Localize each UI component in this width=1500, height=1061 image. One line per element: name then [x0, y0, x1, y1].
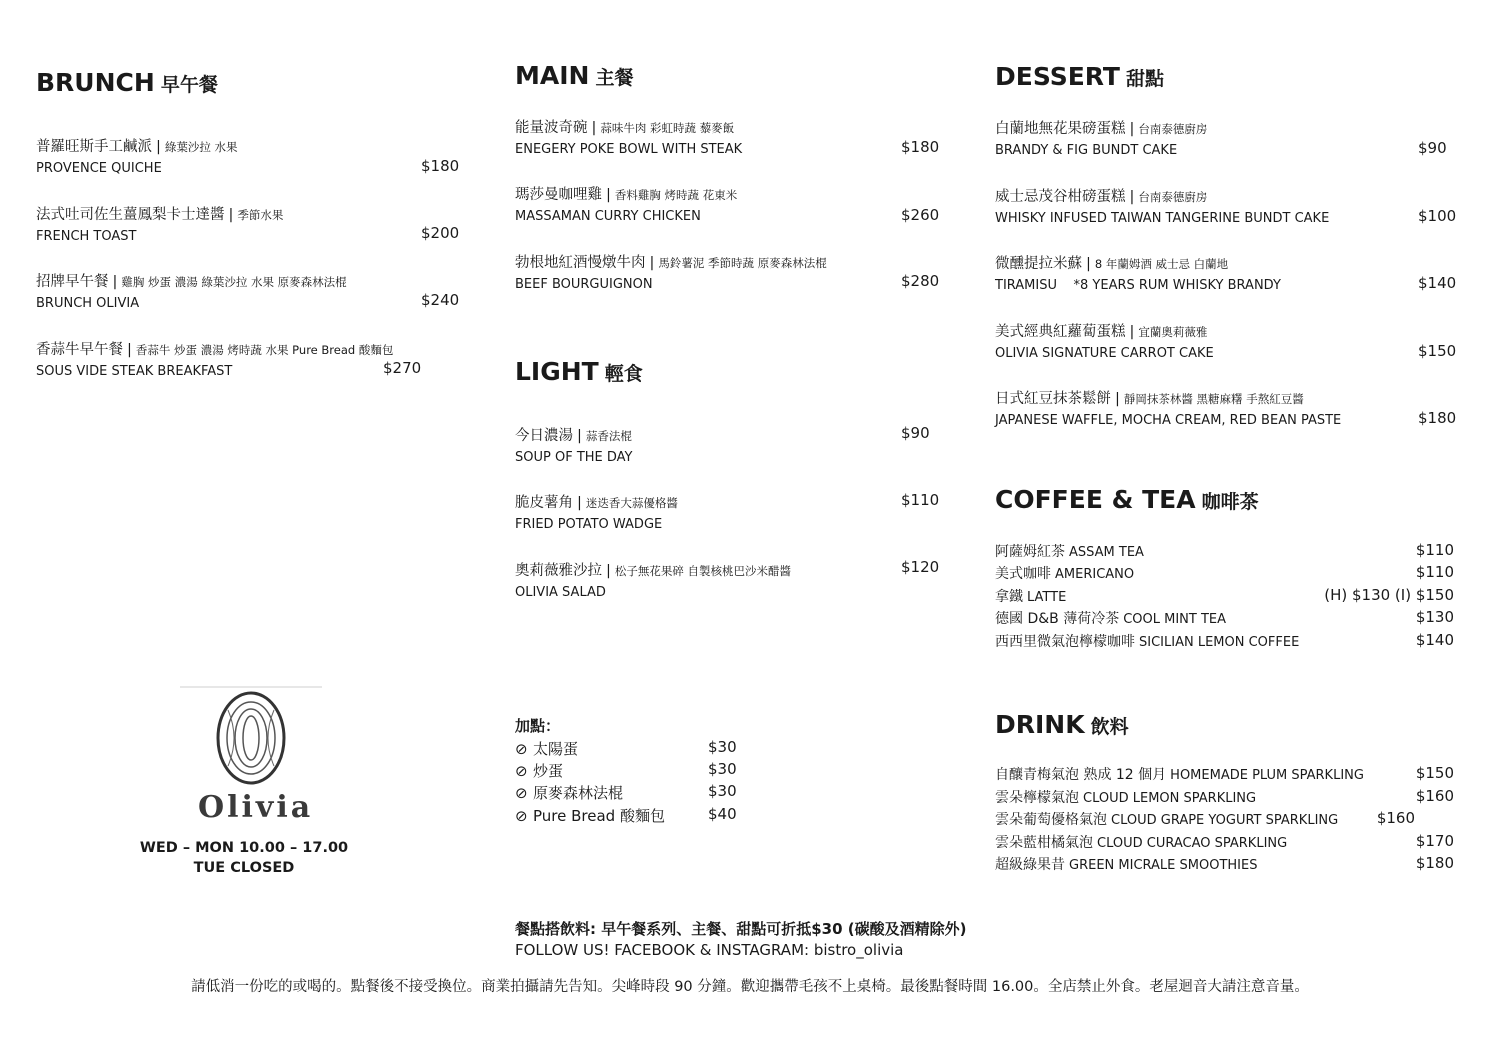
leaf-icon: ⊘: [515, 784, 528, 802]
item-price: (H) $130 (I) $150: [1324, 586, 1454, 604]
drink-line: [995, 608, 1226, 628]
item-name-en: BRANDY & FIG BUNDT CAKE: [995, 143, 1178, 158]
brunch-title: BRUNCH: [36, 68, 155, 97]
addon-price: $30: [708, 738, 737, 756]
menu-item: 微醺提拉米蘇 | 8 年蘭姆酒 威士忌 白蘭地 TIRAMISU *8 YEARS RUM WHISKY BRANDY: [995, 252, 1415, 293]
item-name-en: GREEN MICRALE SMOOTHIES: [1069, 858, 1258, 873]
item-name-en: OLIVIA SIGNATURE CARROT CAKE: [995, 346, 1214, 361]
menu-item: 今日濃湯 | 蒜香法棍 SOUP OF THE DAY: [515, 424, 935, 465]
item-name-en: BEEF BOURGUIGNON: [515, 277, 653, 292]
item-price: $180: [421, 157, 460, 175]
drink-line: [995, 631, 1299, 651]
addon-name: 原麥森林法棍: [533, 784, 624, 802]
drink-line: [995, 787, 1256, 807]
menu-item: 招牌早午餐 | 雞胸 炒蛋 濃湯 綠葉沙拉 水果 原麥森林法棍 BRUNCH OLIVIA: [36, 270, 456, 311]
item-price: $180: [901, 138, 940, 156]
menu-item: 白蘭地無花果磅蛋糕 | 台南泰德廚房 BRANDY & FIG BUNDT CAKE: [995, 117, 1415, 158]
item-name-zh: 香蒜牛早午餐: [36, 342, 123, 358]
item-name-en: COOL MINT TEA: [1123, 612, 1227, 627]
item-name-zh: 今日濃湯: [515, 428, 573, 444]
item-price: $180: [1415, 854, 1454, 872]
drink-line: [995, 563, 1134, 583]
logo: [180, 686, 322, 826]
item-name-zh: 自釀青梅氣泡 熟成 12 個月: [995, 767, 1167, 783]
item-price: $170: [1415, 832, 1454, 850]
item-price: $110: [1415, 541, 1454, 559]
item-name-en: WHISKY INFUSED TAIWAN TANGERINE BUNDT CAKE: [995, 211, 1330, 226]
menu-item: 香蒜牛早午餐 | 香蒜牛 炒蛋 濃湯 烤時蔬 水果 Pure Bread 酸麵包 SOUS VIDE STEAK BREAKFAST: [36, 338, 456, 379]
item-name-zh: 美式咖啡: [995, 566, 1051, 582]
item-name-zh: 普羅旺斯手工鹹派: [36, 139, 152, 155]
item-name-zh: 超級綠果昔: [995, 857, 1065, 873]
dessert-title: DESSERT: [995, 62, 1120, 91]
item-desc: 馬鈴薯泥 季節時蔬 原麥森林法棍: [658, 256, 827, 270]
item-name-zh: 能量波奇碗: [515, 120, 588, 136]
drink-line: [995, 541, 1144, 561]
brand-name: Olivia: [198, 790, 314, 825]
olivia-logo-mark-icon: [180, 686, 322, 786]
drink-line: [995, 832, 1287, 852]
item-price: $120: [901, 558, 940, 576]
addon-item: [515, 805, 665, 826]
dessert-heading: [995, 62, 1164, 91]
item-name-en: HOMEMADE PLUM SPARKLING: [1170, 768, 1364, 783]
item-name-en: CLOUD GRAPE YOGURT SPARKLING: [1111, 813, 1339, 828]
addon-item: [515, 738, 578, 759]
item-name-en: ASSAM TEA: [1069, 545, 1144, 560]
light-title-zh: 輕食: [604, 363, 643, 385]
item-price: $90: [1418, 139, 1447, 157]
menu-item: 日式紅豆抹茶鬆餅 | 靜岡抹茶林醬 黑糖麻糬 手熬紅豆醬 JAPANESE WAFFLE, MOCHA CREAM, RED BEAN PASTE: [995, 387, 1415, 428]
item-price: $90: [901, 424, 930, 442]
item-price: $160: [1415, 787, 1454, 805]
item-name-zh: 瑪莎曼咖哩雞: [515, 187, 602, 203]
item-price: $150: [1418, 342, 1457, 360]
menu-item: 法式吐司佐生薑鳳梨卡士達醬 | 季節水果 FRENCH TOAST: [36, 203, 456, 244]
item-desc: 香料雞胸 烤時蔬 花東米: [614, 188, 738, 202]
coffee-title: COFFEE & TEA: [995, 485, 1196, 514]
item-name-zh: 勃根地紅酒慢燉牛肉: [515, 255, 646, 271]
item-name-zh: 雲朵檸檬氣泡: [995, 790, 1079, 806]
drink-line: [995, 586, 1066, 606]
item-name-zh: 德國 D&B 薄荷冷茶: [995, 611, 1120, 627]
coffee-title-zh: 咖啡茶: [1201, 491, 1259, 513]
item-desc: 蒜味牛肉 彩虹時蔬 藜麥飯: [600, 121, 735, 135]
item-desc: 台南泰德廚房: [1138, 190, 1208, 204]
item-name-en: FRENCH TOAST: [36, 229, 137, 244]
item-name-en: SOUS VIDE STEAK BREAKFAST: [36, 364, 233, 379]
item-price: $140: [1418, 274, 1457, 292]
item-desc: 綠葉沙拉 水果: [164, 140, 238, 154]
menu-item: 脆皮薯角 | 迷迭香大蒜優格醬 FRIED POTATO WADGE: [515, 491, 935, 532]
item-price: $240: [421, 291, 460, 309]
item-name-en: MASSAMAN CURRY CHICKEN: [515, 209, 701, 224]
item-name-en: SICILIAN LEMON COFFEE: [1139, 635, 1300, 650]
drink-line: [995, 809, 1338, 829]
item-name-zh: 阿薩姆紅茶: [995, 544, 1065, 560]
closed-day: TUE CLOSED: [193, 860, 295, 876]
item-name-zh: 拿鐵: [995, 589, 1023, 605]
drink-title: DRINK: [995, 710, 1085, 739]
combo-note: 餐點搭飲料: 早午餐系列、主餐、甜點可折抵$30 (碳酸及酒精除外): [515, 920, 967, 938]
item-name-en: JAPANESE WAFFLE, MOCHA CREAM, RED BEAN PASTE: [995, 413, 1342, 428]
item-name-en: PROVENCE QUICHE: [36, 161, 162, 176]
item-name-zh: 微醺提拉米蘇: [995, 256, 1082, 272]
menu-item: 瑪莎曼咖哩雞 | 香料雞胸 烤時蔬 花東米 MASSAMAN CURRY CHICKEN: [515, 183, 935, 224]
item-name-zh: 法式吐司佐生薑鳳梨卡士達醬: [36, 207, 225, 223]
addon-name: Pure Bread 酸麵包: [533, 807, 665, 825]
item-name-zh: 雲朵葡萄優格氣泡: [995, 812, 1107, 828]
item-price: $260: [901, 206, 940, 224]
light-title: LIGHT: [515, 357, 599, 386]
drink-heading: [995, 710, 1129, 739]
item-name-en: LATTE: [1027, 590, 1067, 605]
follow-note: FOLLOW US! FACEBOOK & INSTAGRAM: bistro_olivia: [515, 941, 904, 959]
menu-item: 美式經典紅蘿蔔蛋糕 | 宜蘭奧莉薇雅 OLIVIA SIGNATURE CARROT CAKE: [995, 320, 1415, 361]
item-name-en: CLOUD CURACAO SPARKLING: [1097, 836, 1288, 851]
leaf-icon: ⊘: [515, 762, 528, 780]
drink-title-zh: 飲料: [1090, 716, 1129, 738]
menu-item: 奧莉薇雅沙拉 | 松子無花果碎 自製核桃巴沙米醋醬 OLIVIA SALAD: [515, 559, 935, 600]
addon-name: 炒蛋: [533, 762, 564, 780]
addon-price: $30: [708, 782, 737, 800]
addon-item: [515, 782, 623, 803]
item-name-zh: 雲朵藍柑橘氣泡: [995, 835, 1093, 851]
item-price: $160: [1376, 809, 1415, 827]
brunch-heading: [36, 68, 218, 97]
item-name-zh: 美式經典紅蘿蔔蛋糕: [995, 324, 1126, 340]
item-desc: 香蒜牛 炒蛋 濃湯 烤時蔬 水果 Pure Bread 酸麵包: [135, 343, 394, 357]
item-price: $270: [383, 359, 422, 377]
light-heading: [515, 357, 643, 386]
item-price: $140: [1415, 631, 1454, 649]
item-desc: 松子無花果碎 自製核桃巴沙米醋醬: [614, 564, 792, 578]
item-name-en: SOUP OF THE DAY: [515, 450, 633, 465]
brunch-title-zh: 早午餐: [160, 74, 218, 96]
item-name-en: CLOUD LEMON SPARKLING: [1083, 791, 1257, 806]
coffee-heading: [995, 485, 1259, 514]
item-desc: 宜蘭奧莉薇雅: [1138, 325, 1208, 339]
menu-item: 能量波奇碗 | 蒜味牛肉 彩虹時蔬 藜麥飯 ENEGERY POKE BOWL WITH STEAK: [515, 116, 935, 157]
item-name-zh: 西西里微氣泡檸檬咖啡: [995, 634, 1135, 650]
item-desc: 台南泰德廚房: [1138, 122, 1208, 136]
addon-price: $40: [708, 805, 737, 823]
item-name-en: ENEGERY POKE BOWL WITH STEAK: [515, 142, 743, 157]
item-name-zh: 日式紅豆抹茶鬆餅: [995, 391, 1111, 407]
main-title-zh: 主餐: [595, 67, 634, 89]
item-name-en: AMERICANO: [1055, 567, 1135, 582]
item-desc: 雞胸 炒蛋 濃湯 綠葉沙拉 水果 原麥森林法棍: [121, 275, 347, 289]
item-desc: 迷迭香大蒜優格醬: [585, 496, 678, 510]
dessert-title-zh: 甜點: [1125, 68, 1164, 90]
item-price: $280: [901, 272, 940, 290]
item-name-zh: 威士忌茂谷柑磅蛋糕: [995, 189, 1126, 205]
menu-item: 威士忌茂谷柑磅蛋糕 | 台南泰德廚房 WHISKY INFUSED TAIWAN TANGERINE BUNDT CAKE: [995, 185, 1415, 226]
house-rules: 請低消一份吃的或喝的。點餐後不接受換位。商業拍攝請先告知。尖峰時段 90 分鐘。歡迎攜帶毛孩不上桌椅。最後點餐時間 16.00。全店禁止外食。老屋迴音大請注意音量。: [191, 979, 1309, 995]
item-price: $200: [421, 224, 460, 242]
item-name-zh: 招牌早午餐: [36, 274, 109, 290]
item-name-zh: 白蘭地無花果磅蛋糕: [995, 121, 1126, 137]
opening-hours: [124, 838, 364, 878]
item-price: $180: [1418, 409, 1457, 427]
item-desc: 靜岡抹茶林醬 黑糖麻糬 手熬紅豆醬: [1123, 392, 1304, 406]
item-price: $130: [1415, 608, 1454, 626]
leaf-icon: ⊘: [515, 740, 528, 758]
menu-item: 勃根地紅酒慢燉牛肉 | 馬鈴薯泥 季節時蔬 原麥森林法棍 BEEF BOURGUIGNON: [515, 251, 935, 292]
item-name-zh: 脆皮薯角: [515, 495, 573, 511]
addon-item: [515, 760, 563, 781]
item-name-en: OLIVIA SALAD: [515, 585, 606, 600]
item-desc: 蒜香法棍: [585, 429, 632, 443]
item-name-zh: 奧莉薇雅沙拉: [515, 563, 602, 579]
item-price: $150: [1415, 764, 1454, 782]
addons-title: 加點：: [515, 717, 561, 735]
opening-hours-days: WED – MON 10.00 – 17.00: [139, 840, 349, 856]
drink-line: [995, 854, 1257, 874]
main-heading: [515, 61, 633, 90]
item-name-en: BRUNCH OLIVIA: [36, 296, 140, 311]
item-desc: 8 年蘭姆酒 威士忌 白蘭地: [1094, 257, 1229, 271]
main-title: MAIN: [515, 61, 590, 90]
item-desc: 季節水果: [237, 208, 284, 222]
item-price: $110: [901, 491, 940, 509]
item-name-en: TIRAMISU *8 YEARS RUM WHISKY BRANDY: [995, 278, 1281, 293]
drink-line: [995, 764, 1364, 784]
item-price: $100: [1418, 207, 1457, 225]
leaf-icon: ⊘: [515, 807, 528, 825]
item-name-en: FRIED POTATO WADGE: [515, 517, 663, 532]
addon-name: 太陽蛋: [533, 740, 579, 758]
addon-price: $30: [708, 760, 737, 778]
item-price: $110: [1415, 563, 1454, 581]
menu-item: 普羅旺斯手工鹹派 | 綠葉沙拉 水果 PROVENCE QUICHE: [36, 135, 456, 176]
